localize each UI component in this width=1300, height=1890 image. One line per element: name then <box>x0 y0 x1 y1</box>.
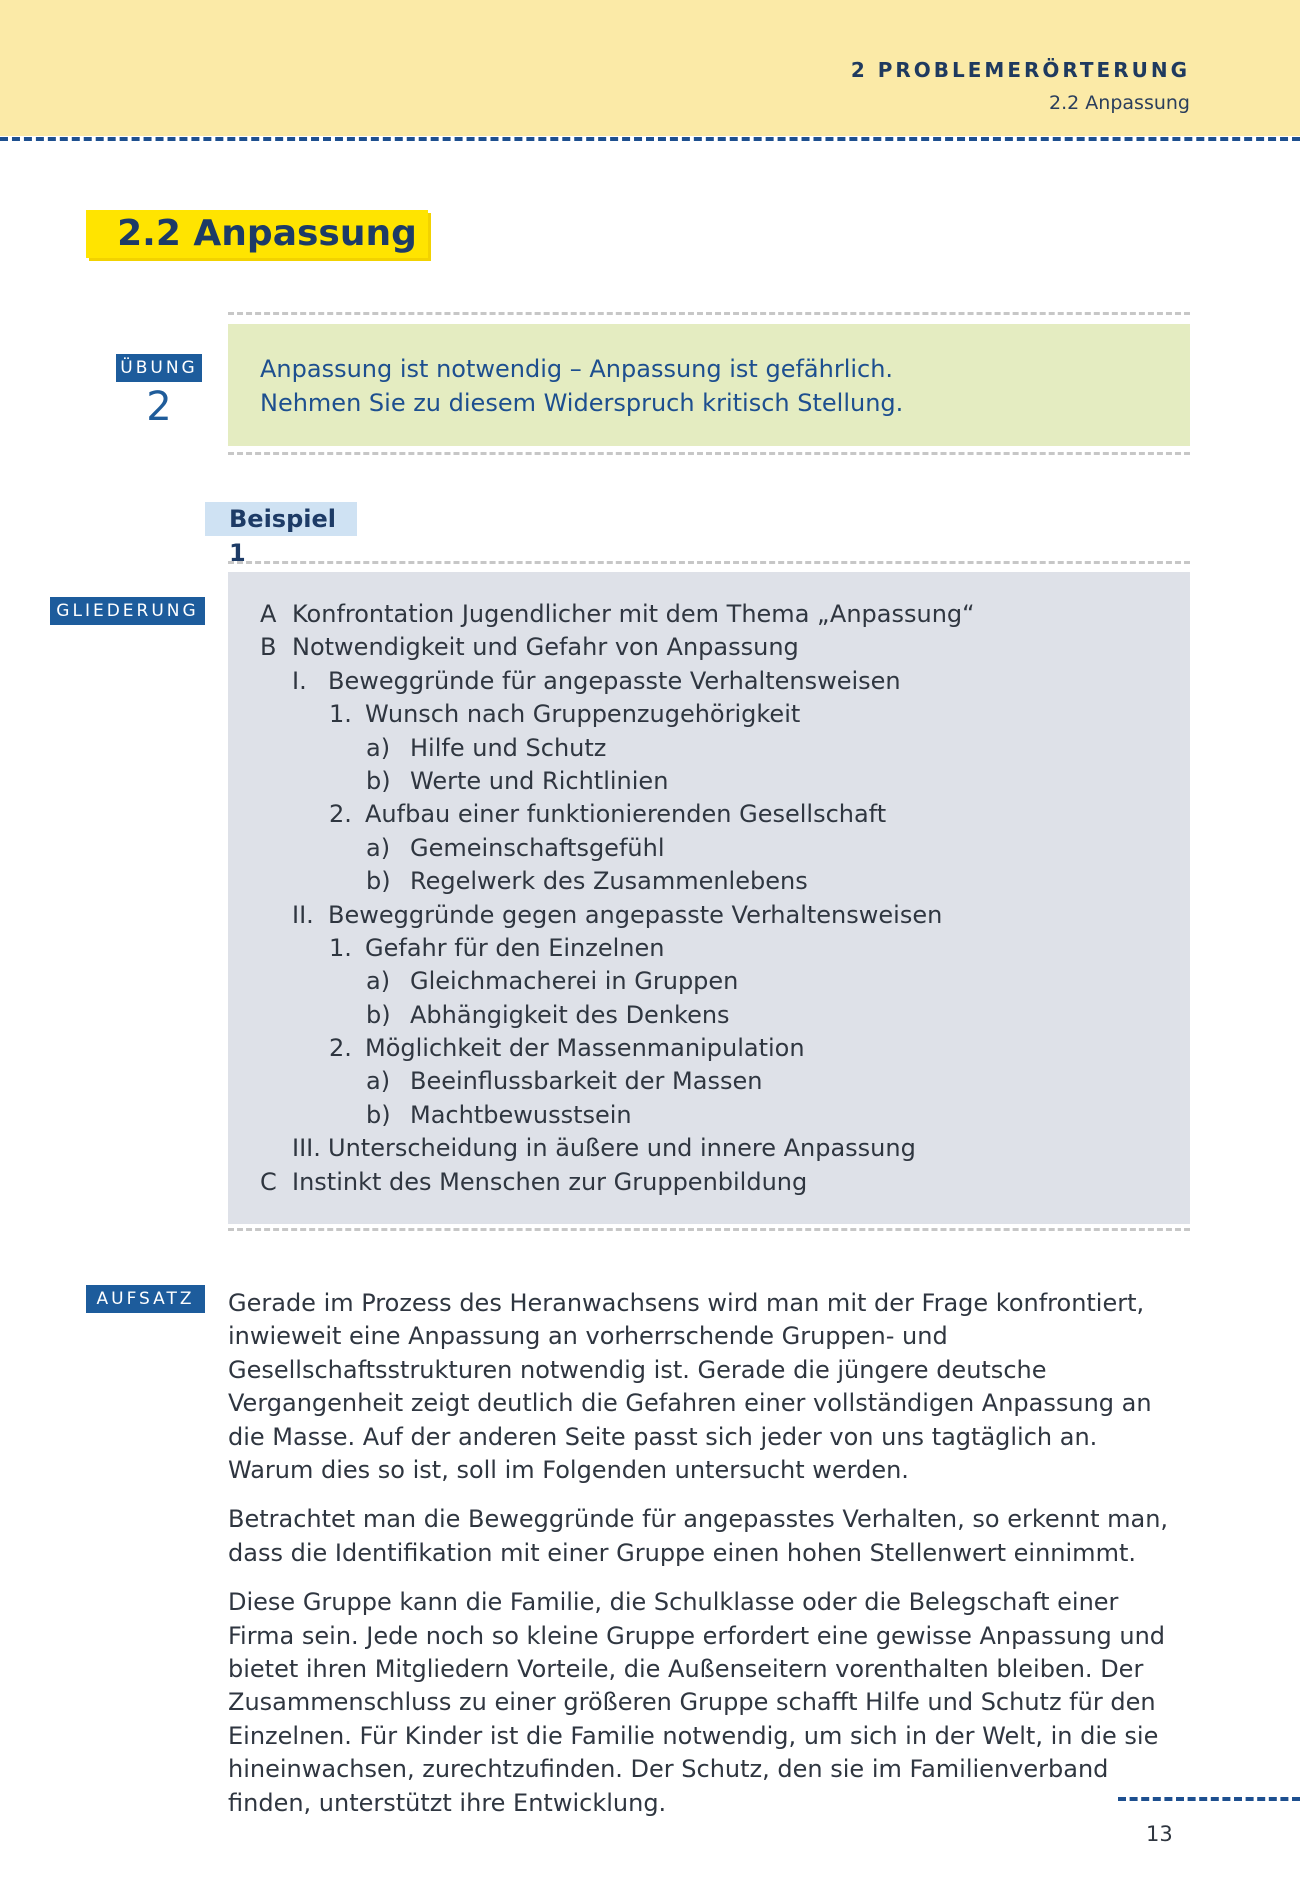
outline-marker: 1. <box>329 700 352 729</box>
essay-tag: AUFSATZ <box>86 1285 205 1313</box>
task-box <box>228 324 1190 446</box>
outline-top-divider <box>228 561 1190 564</box>
outline-text: Aufbau einer funktionierenden Gesellschaft <box>365 800 887 829</box>
outline-text: Machtbewusstsein <box>410 1100 632 1129</box>
outline-item <box>228 665 1190 698</box>
outline-item <box>228 598 1190 631</box>
outline-marker: C <box>260 1167 277 1196</box>
outline-marker: 1. <box>329 933 352 962</box>
essay-paragraph: Diese Gruppe kann die Familie, die Schulklasse oder die Belegschaft einer Firma sein. Jede noch so kleine Gruppe erfordert eine gewisse Anpassung und bietet ihren Mitgliedern Vorteile, die Außenseitern vorenthalten bleiben. Der Zusammenschluss zu einer größeren Gruppe schafft Hilfe und Schutz für den Einzelnen. Für Kinder ist die Familie notwendig, um sich in der Welt, in die sie hineinwachsen, zurechtzufinden. Der Schutz, den sie im Familienverband finden, unterstützt ihre Entwicklung. <box>228 1588 1166 1817</box>
outline-list <box>228 598 1190 1199</box>
example-label: Beispiel 1 <box>205 502 357 536</box>
outline-marker: a) <box>366 1067 391 1096</box>
outline-bottom-divider <box>228 1228 1190 1231</box>
outline-text: Gefahr für den Einzelnen <box>365 933 665 962</box>
outline-item <box>228 832 1190 865</box>
outline-text: Beeinflussbarkeit der Massen <box>410 1067 763 1096</box>
outline-marker: b) <box>366 867 391 896</box>
outline-marker: b) <box>366 1000 391 1029</box>
outline-marker: a) <box>366 967 391 996</box>
outline-text: Hilfe und Schutz <box>410 733 607 762</box>
outline-item <box>228 631 1190 664</box>
outline-text: Gemeinschaftsgefühl <box>410 833 665 862</box>
outline-marker: a) <box>366 733 391 762</box>
outline-item <box>228 865 1190 898</box>
outline-item <box>228 1166 1190 1199</box>
outline-item <box>228 999 1190 1032</box>
outline-marker: II. <box>292 900 314 929</box>
section-title: 2.2 Anpassung <box>86 210 428 258</box>
task-line: Anpassung ist notwendig – Anpassung ist gefährlich. <box>260 355 894 383</box>
task-top-divider <box>228 312 1190 315</box>
outline-text: Wunsch nach Gruppenzugehörigkeit <box>365 700 801 729</box>
footer-divider <box>1118 1797 1300 1801</box>
outline-item <box>228 732 1190 765</box>
outline-text: Instinkt des Menschen zur Gruppenbildung <box>292 1167 808 1196</box>
outline-item <box>228 698 1190 731</box>
essay-paragraph: Betrachtet man die Beweggründe für angepasstes Verhalten, so erkennt man, dass die Identifikation mit einer Gruppe einen hohen Stellenwert einnimmt. <box>228 1505 1169 1567</box>
outline-text: Abhängigkeit des Denkens <box>410 1000 730 1029</box>
header-chapter: 2 PROBLEMERÖRTERUNG <box>850 58 1190 82</box>
outline-marker: b) <box>366 766 391 795</box>
outline-item <box>228 765 1190 798</box>
header-divider <box>0 137 1300 141</box>
outline-item <box>228 899 1190 932</box>
outline-marker: 2. <box>329 1034 352 1063</box>
outline-item <box>228 1132 1190 1165</box>
outline-text: Beweggründe gegen angepasste Verhaltensweisen <box>328 900 943 929</box>
outline-marker: a) <box>366 833 391 862</box>
outline-text: Gleichmacherei in Gruppen <box>410 967 739 996</box>
outline-text: Beweggründe für angepasste Verhaltensweisen <box>328 666 901 695</box>
outline-item <box>228 798 1190 831</box>
page-number: 13 <box>1146 1822 1173 1846</box>
outline-text: Möglichkeit der Massenmanipulation <box>365 1034 805 1063</box>
outline-text: Regelwerk des Zusammenlebens <box>410 867 808 896</box>
outline-item <box>228 965 1190 998</box>
outline-tag: GLIEDERUNG <box>50 597 205 625</box>
outline-text: Notwendigkeit und Gefahr von Anpassung <box>292 633 799 662</box>
outline-text: Unterscheidung in äußere und innere Anpassung <box>328 1134 916 1163</box>
outline-marker: III. <box>292 1134 321 1163</box>
essay-paragraph: Gerade im Prozess des Heranwachsens wird man mit der Frage konfrontiert, inwieweit eine Anpassung an vorherrschende Gruppen- und Gesellschaftsstrukturen notwendig ist. Gerade die jüngere deutsche Vergangenheit zeigt deutlich die Gefahren einer vollständigen Anpassung an die Masse. Auf der anderen Seite passt sich jeder von uns tagtäglich an. Warum dies so ist, soll im Folgenden untersucht werden. <box>228 1289 1152 1485</box>
outline-marker: I. <box>292 666 307 695</box>
outline-marker: A <box>260 600 277 628</box>
outline-text: Werte und Richtlinien <box>410 766 669 795</box>
outline-marker: b) <box>366 1100 391 1129</box>
outline-marker: 2. <box>329 800 352 829</box>
essay-body <box>228 1287 1190 1836</box>
header-section: 2.2 Anpassung <box>1049 92 1190 114</box>
outline-item <box>228 1065 1190 1098</box>
outline-marker: B <box>260 633 277 662</box>
outline-item <box>228 1032 1190 1065</box>
exercise-tag: ÜBUNG <box>116 354 202 382</box>
outline-box <box>228 572 1190 1224</box>
task-bottom-divider <box>228 452 1190 455</box>
outline-item <box>228 932 1190 965</box>
outline-text: Konfrontation Jugendlicher mit dem Thema „Anpassung“ <box>292 600 975 628</box>
exercise-number: 2 <box>146 384 172 430</box>
task-line: Nehmen Sie zu diesem Widerspruch kritisch Stellung. <box>260 389 904 417</box>
outline-item <box>228 1099 1190 1132</box>
